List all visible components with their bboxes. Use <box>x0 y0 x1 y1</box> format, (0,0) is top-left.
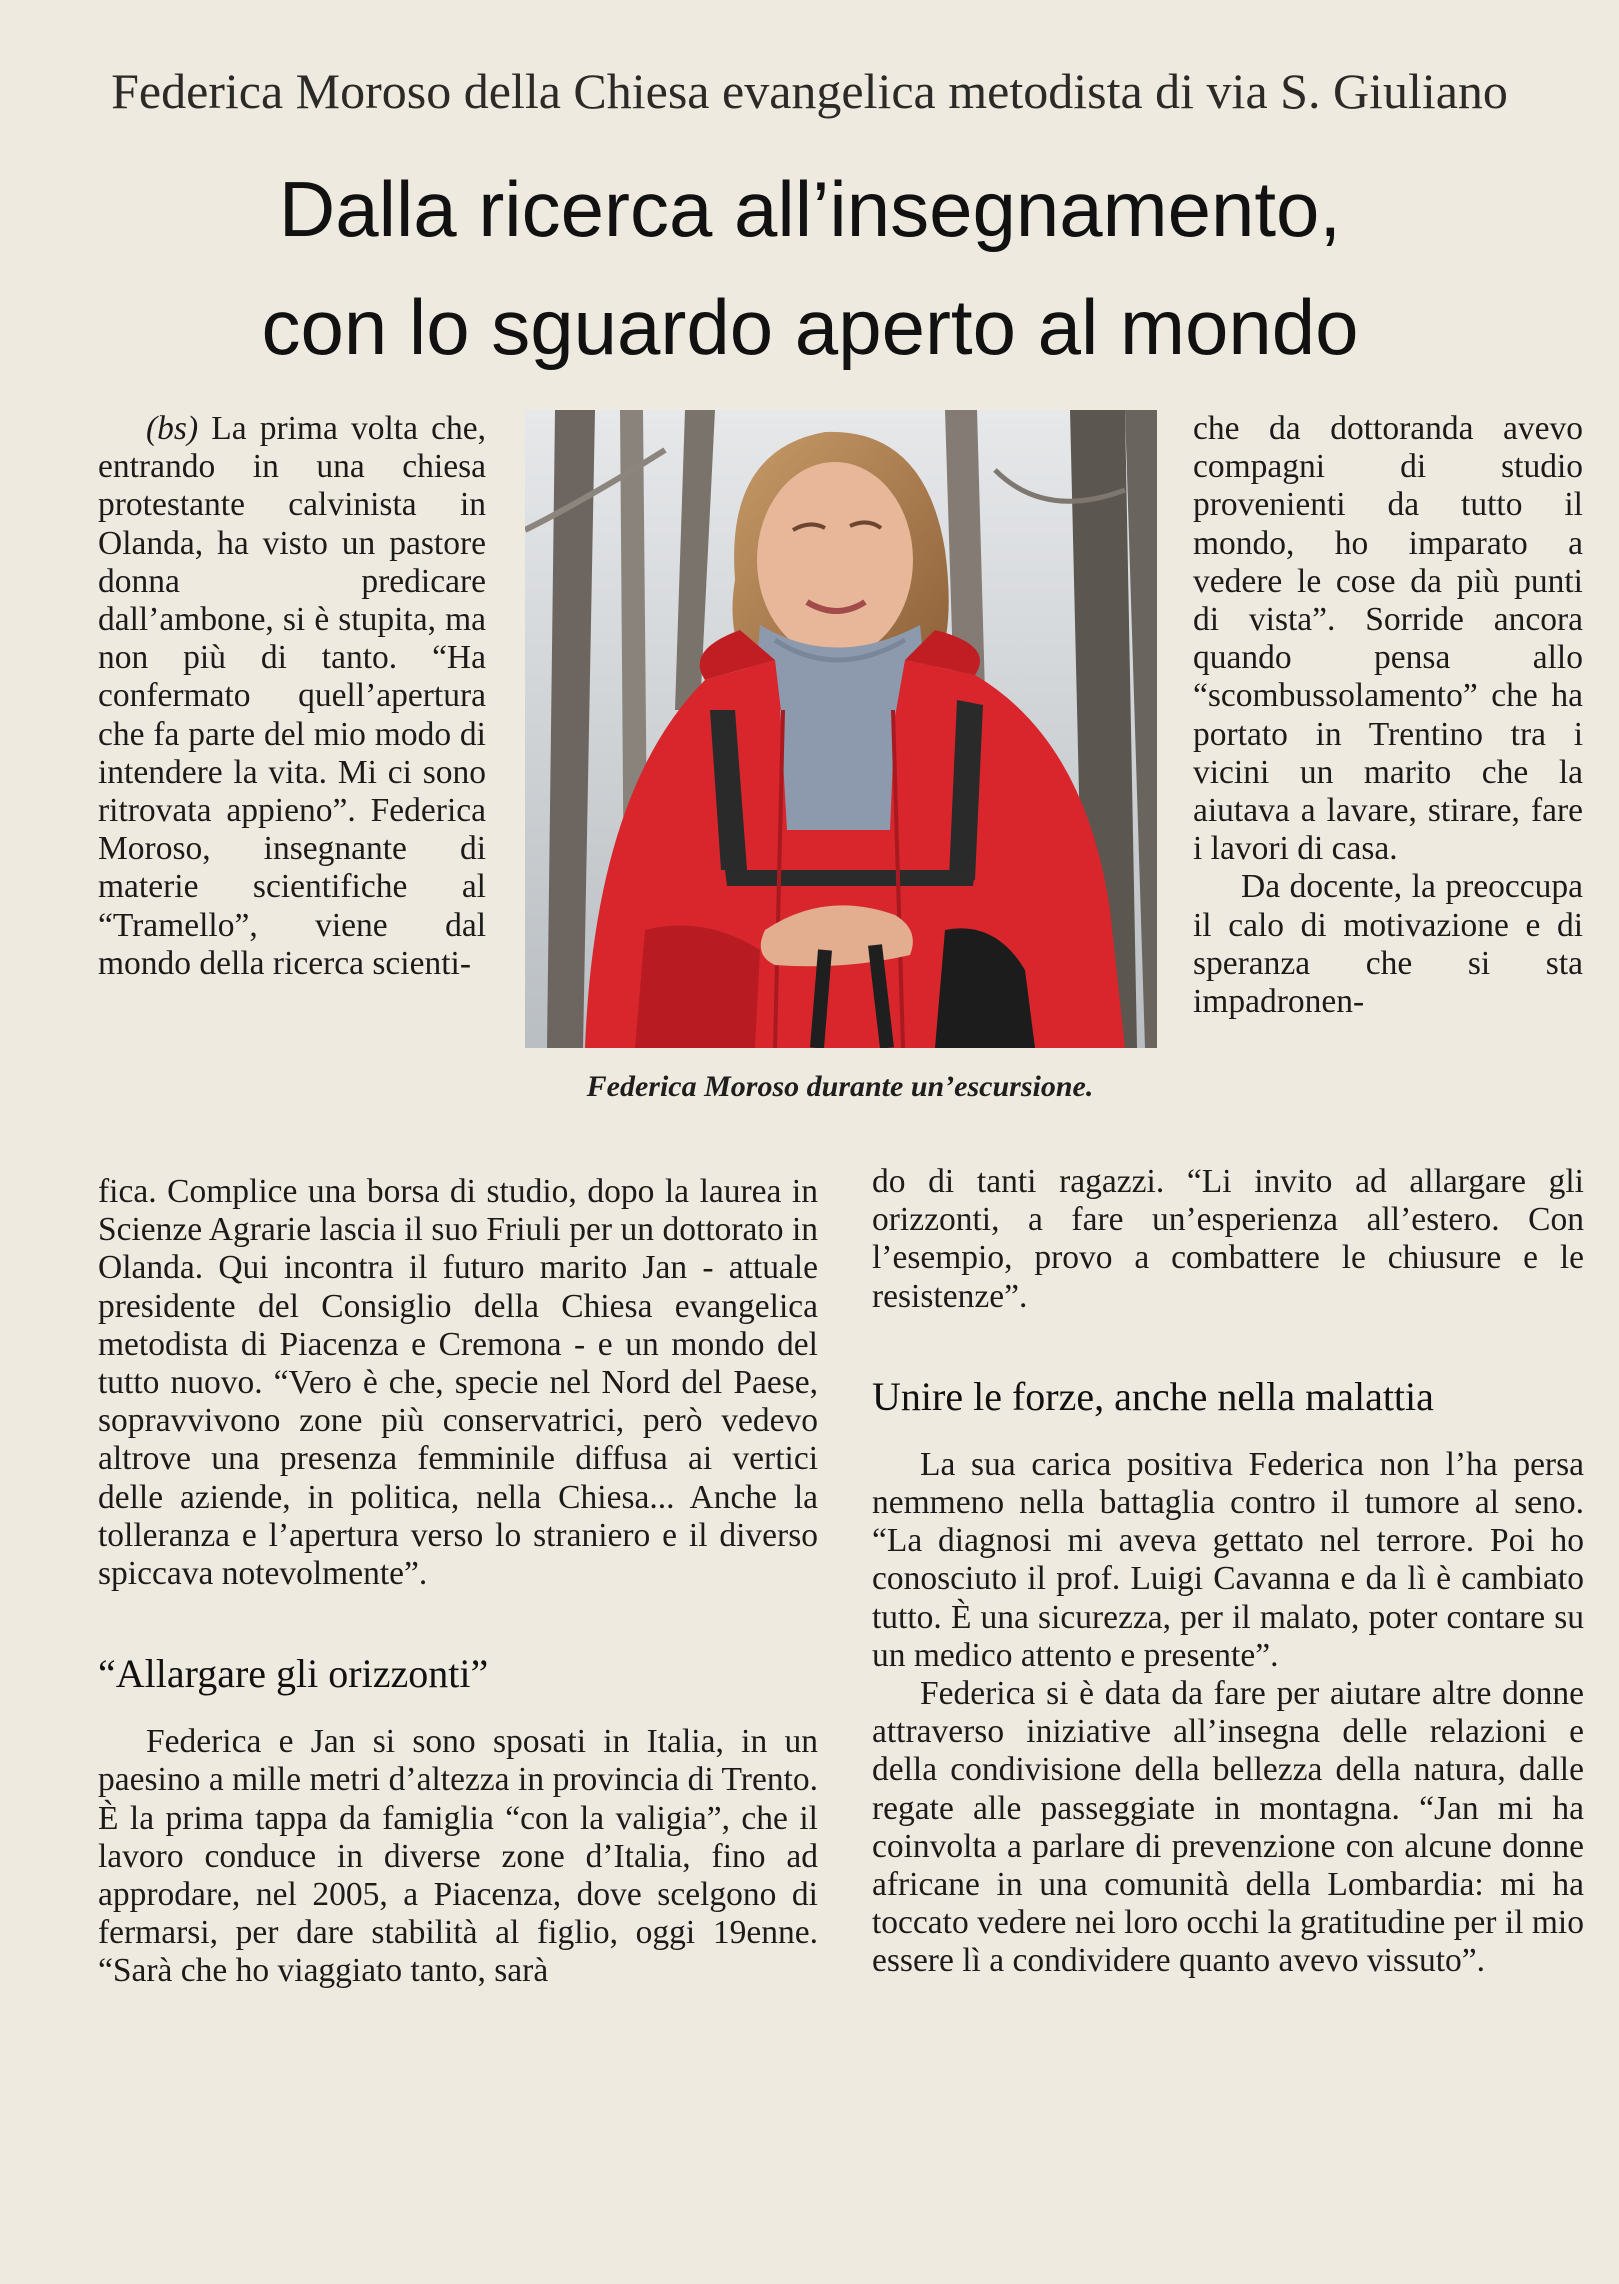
photo-illustration <box>525 410 1157 1048</box>
article-photo <box>525 410 1157 1048</box>
paragraph-3d: do di tanti ragazzi. “Li invito ad allargare gli orizzonti, a fare un’esperienza all’estero. Con l’esempio, provo a combattere le chiusure e le resistenze”. <box>872 1163 1584 1315</box>
author-signature: (bs) <box>146 410 199 447</box>
article-headline <box>60 150 1560 386</box>
subhead-unire-le-forze: Unire le forze, anche nella malattia <box>872 1373 1434 1419</box>
paragraph-2b: che da dottoranda avevo compagni di studio provenienti da tutto il mondo, ho imparato a vedere le cose da più punti di vista”. Sorride ancora quando pensa allo “scombussolamento” che ha portato in Trentino tra i vicini un marito che la aiutava a lavare, stirare, fare i lavori di casa. <box>1193 410 1583 868</box>
headline-line-1: Dalla ricerca all’insegnamento, <box>278 165 1342 253</box>
column-b <box>1193 410 1583 1021</box>
paragraph-1a-text: La prima volta che, entrando in una chiesa protestante calvinista in Olanda, ha visto un pastore donna predicare dall’ambone, si è stupita, ma non più di tanto. “Ha confermato quell’apertura che fa parte del mio modo di intendere la vita. Mi ci sono ritrovata appieno”. Federica Moroso, insegnante di materie scientifiche al “Tramello”, viene dal mondo della ricerca scienti- <box>98 410 486 982</box>
photo-caption: Federica Moroso durante un’escursione. <box>586 1070 1094 1103</box>
paragraph-1c: fica. Complice una borsa di studio, dopo la laurea in Scienze Agrarie lascia il suo Friuli per un dottorato in Olanda. Qui incontra il futuro marito Jan - attuale presidente del Consiglio della Chiesa evangelica metodista di Piacenza e Cremona - e un mondo del tutto nuovo. “Vero è che, specie nel Nord del Paese, sopravvivono zone più conservatrici, però vedevo altrove una presenza femminile diffusa ai vertici delle aziende, in politica, nella Chiesa... Anche la tolleranza e l’apertura verso lo straniero e il diverso spiccava notevolmente”. <box>98 1173 818 1593</box>
subhead-allargare: “Allargare gli orizzonti” <box>98 1651 489 1697</box>
headline-line-2: con lo sguardo aperto al mondo <box>261 283 1359 371</box>
column-c <box>98 1173 818 1991</box>
paragraph-2c: Federica e Jan si sono sposati in Italia, in un paesino a mille metri d’altezza in provincia di Trento. È la prima tappa da famiglia “con la valigia”, che il lavoro conduce in diverse zone d’Italia, fino ad approdare, nel 2005, a Piacenza, dove scelgono di fermarsi, per dare stabilità al figlio, oggi 19enne. “Sarà che ho viaggiato tanto, sarà <box>98 1723 818 1990</box>
paragraph-5d: Federica si è data da fare per aiutare altre donne attraverso iniziative all’insegna delle relazioni e della condivisione della bellezza della natura, dalle regate alle passeggiate in montagna. “Jan mi ha coinvolta a parlare di prevenzione con alcune donne africane in una comunità della Lombardia: mi ha toccato vedere nei loro occhi la gratitudine per il mio essere lì a condividere quanto avevo vissuto”. <box>872 1675 1584 1980</box>
article-kicker: Federica Moroso della Chiesa evangelica metodista di via S. Giuliano <box>111 63 1508 119</box>
paragraph-3b: Da docente, la preoccupa il calo di motivazione e di speranza che si sta impadronen- <box>1193 868 1583 1021</box>
paragraph-4d: La sua carica positiva Federica non l’ha persa nemmeno nella battaglia contro il tumore al seno. “La diagnosi mi aveva gettato nel terrore. Poi ho conosciuto il prof. Luigi Cavanna e da lì è cambiato tutto. È una sicurezza, per il malato, poter contare su un medico attento e presente”. <box>872 1445 1584 1674</box>
paragraph-1a <box>98 410 486 983</box>
column-d <box>872 1163 1584 1981</box>
column-a <box>98 410 486 983</box>
